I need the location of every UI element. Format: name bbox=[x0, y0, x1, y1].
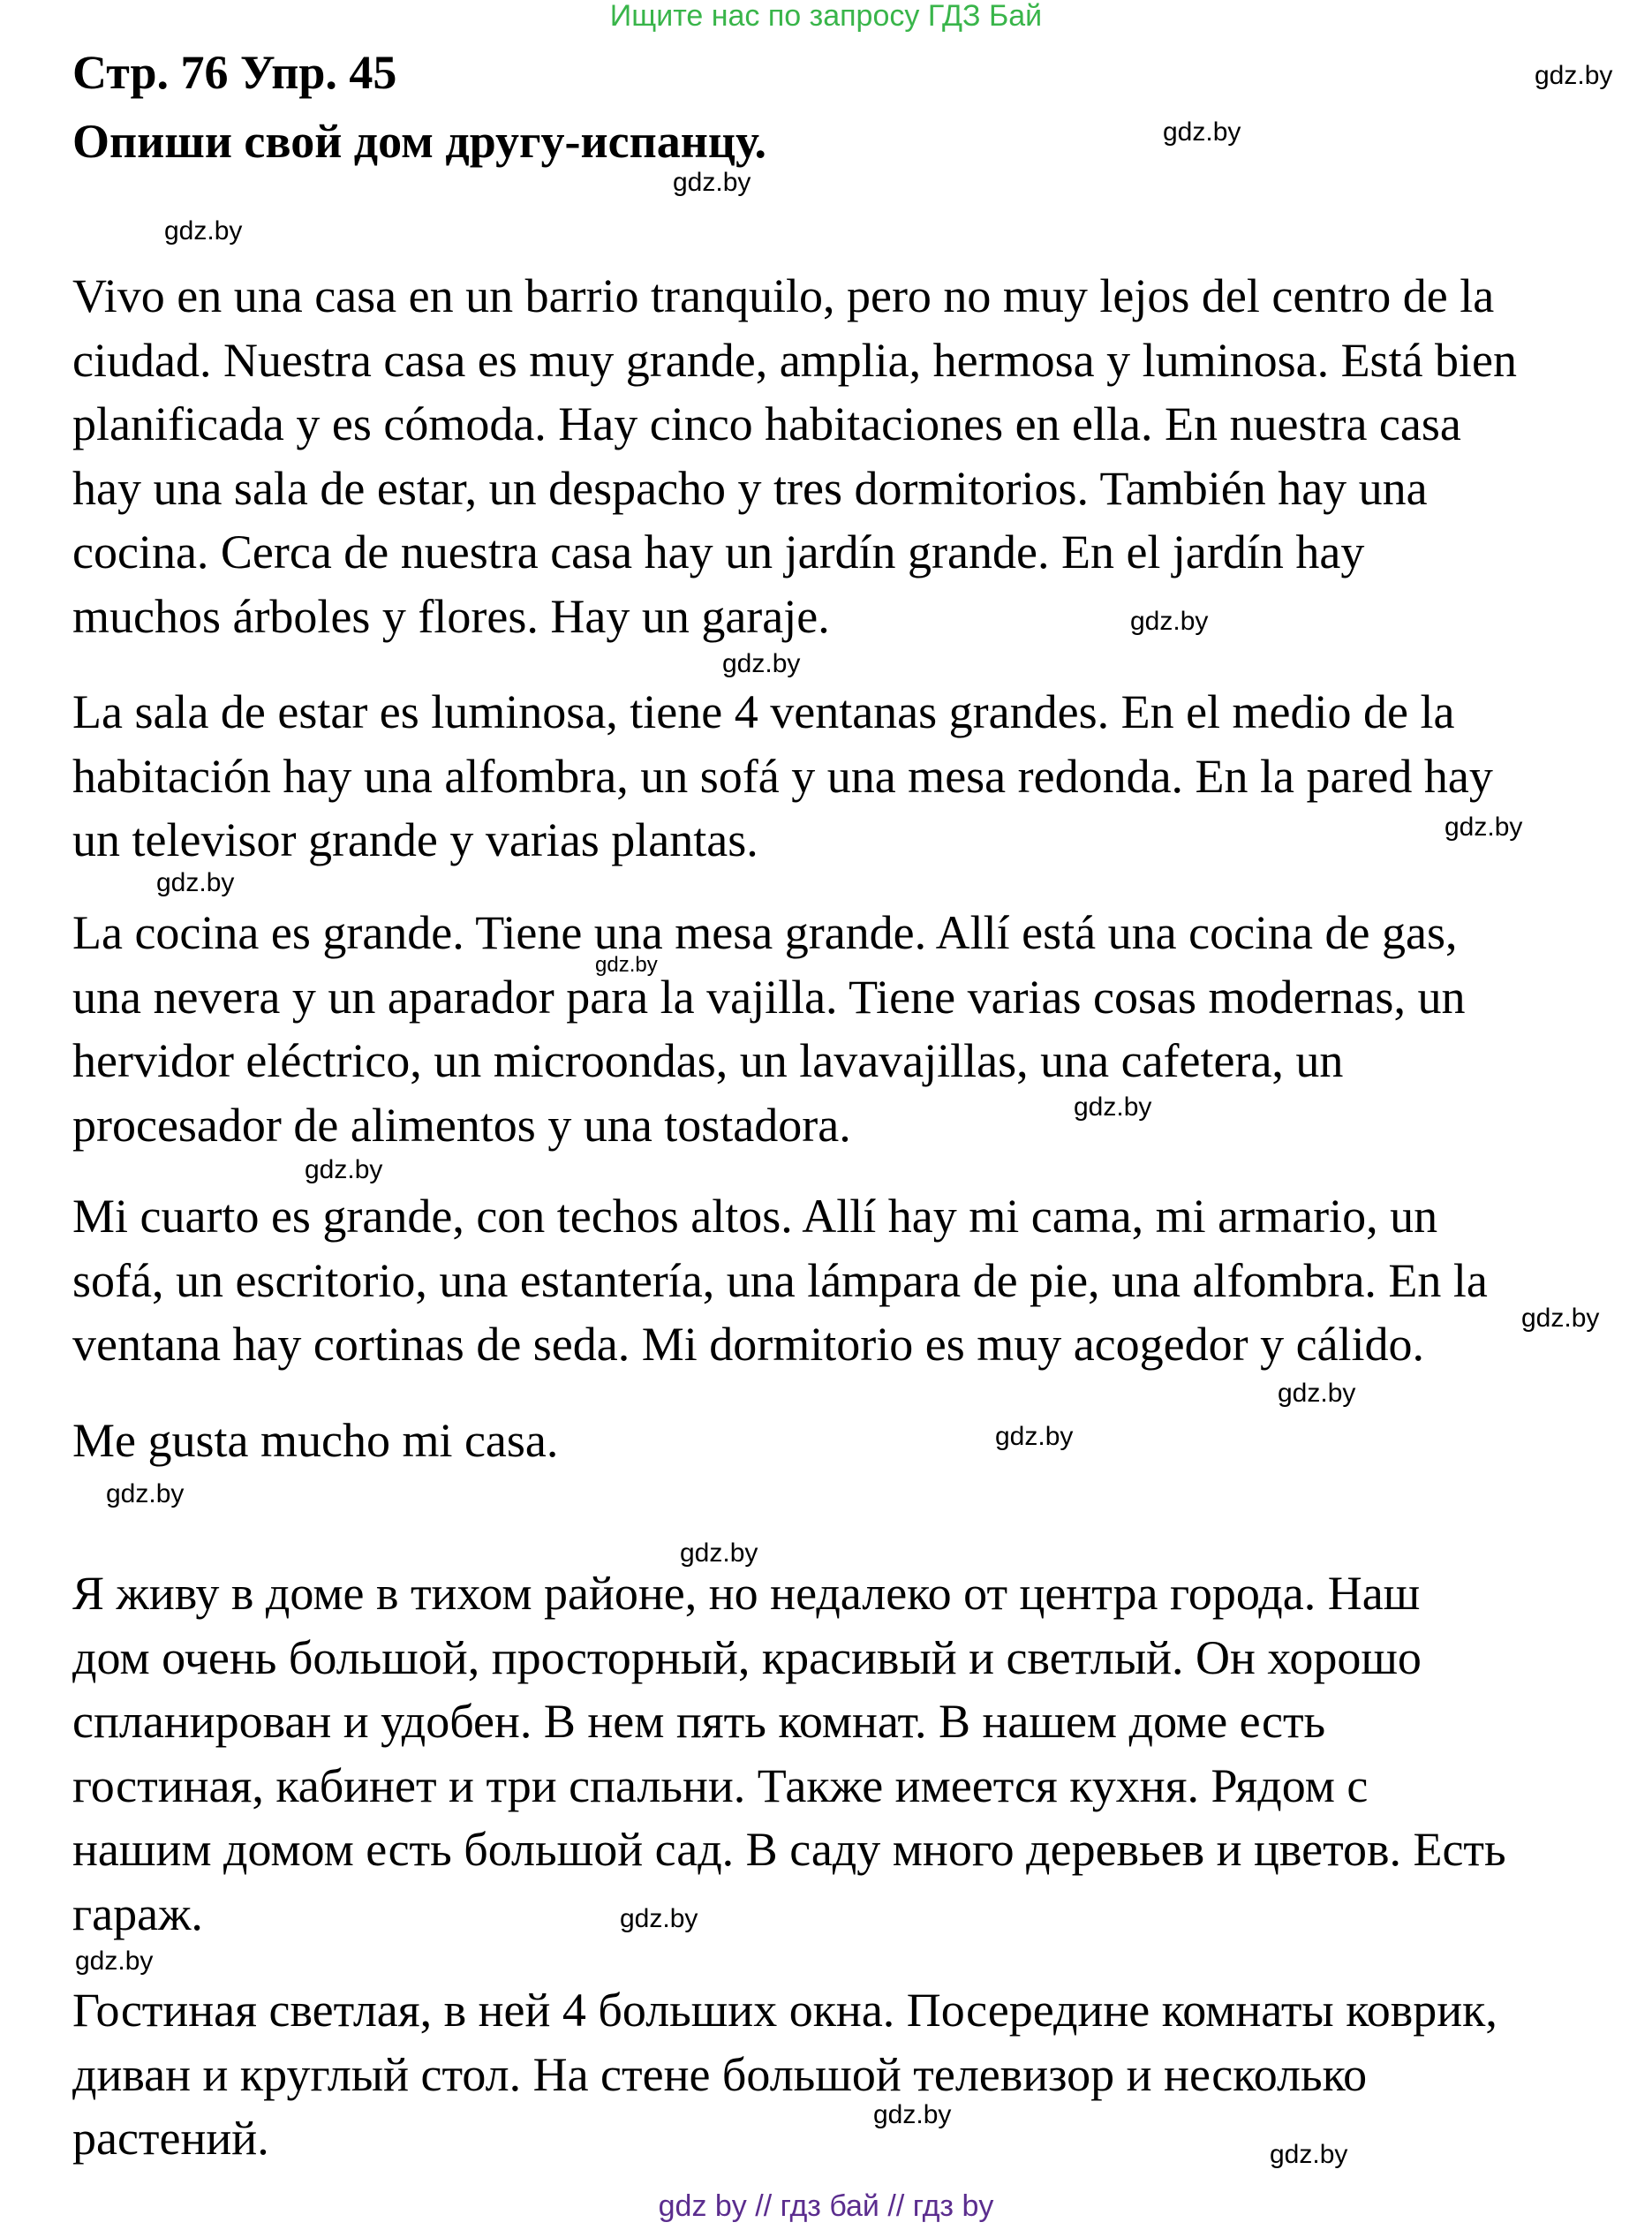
paragraph-spanish-bedroom: Mi cuarto es grande, con techos altos. Allí hay mi cama, mi armario, un sofá, un escritorio, una estantería, una lámpara de pie, una alfombra. En la ventana hay cortinas de seda. Mi dormitorio es muy acogedor y cálido. bbox=[72, 1190, 1488, 1371]
watermark: gdz.by bbox=[620, 1904, 698, 1933]
watermark: gdz.by bbox=[1130, 607, 1209, 636]
watermark: gdz.by bbox=[305, 1155, 383, 1184]
footer-links: gdz by // гдз бай // гдз by bbox=[658, 2189, 994, 2223]
watermark: gdz.by bbox=[75, 1947, 154, 1976]
paragraph-spanish-kitchen: La cocina es grande. Tiene una mesa grande. Allí está una cocina de gas, una nevera y un aparador para la vajilla. Tiene varias cosas modernas, un hervidor eléctrico, un microondas, un lavavajillas, una cafetera, un procesador de alimentos y una tostadora. bbox=[72, 906, 1466, 1152]
watermark: gdz.by bbox=[1535, 61, 1613, 90]
watermark: gdz.by bbox=[1074, 1092, 1152, 1122]
watermark: gdz.by bbox=[106, 1479, 185, 1508]
paragraph-russian-living-room: Гостиная светлая, в ней 4 больших окна. Посередине комнаты коврик, диван и круглый стол. На стене большой телевизор и несколько растений. bbox=[72, 1984, 1497, 2165]
watermark: gdz.by bbox=[1521, 1304, 1600, 1333]
watermark: gdz.by bbox=[673, 168, 751, 197]
watermark: gdz.by bbox=[164, 216, 243, 246]
watermark: gdz.by bbox=[1278, 1379, 1356, 1408]
watermark: gdz.by bbox=[1270, 2140, 1348, 2169]
watermark: gdz.by bbox=[156, 868, 235, 897]
paragraph-spanish-conclusion: Me gusta mucho mi casa. bbox=[72, 1414, 559, 1467]
task-heading: Опиши свой дом другу-испанцу. bbox=[72, 115, 767, 168]
watermark: gdz.by bbox=[1163, 117, 1241, 147]
watermark: gdz.by bbox=[1445, 813, 1523, 842]
paragraph-russian-house: Я живу в доме в тихом районе, но недалеко от центра города. Наш дом очень большой, просторный, красивый и светлый. Он хорошо спланирован и удобен. В нем пять комнат. В нашем доме есть гостиная, кабинет и три спальни. Также имеется кухня. Рядом с нашим домом есть большой сад. В саду много деревьев и цветов. Есть гараж. bbox=[72, 1567, 1506, 1940]
watermark: gdz.by bbox=[595, 953, 658, 977]
paragraph-spanish-living-room: La sala de estar es luminosa, tiene 4 ventanas grandes. En el medio de la habitación hay una alfombra, un sofá y una mesa redonda. En la pared hay un televisor grande y varias plantas. bbox=[72, 685, 1493, 866]
page-reference-heading: Стр. 76 Упр. 45 bbox=[72, 46, 397, 99]
site-banner: Ищите нас по запросу ГДЗ Бай bbox=[609, 0, 1043, 33]
paragraph-spanish-house: Vivo en una casa en un barrio tranquilo, pero no muy lejos del centro de la ciudad. Nuestra casa es muy grande, amplia, hermosa y luminosa. Está bien planificada y es cómoda. Hay cinco habitaciones en ella. En nuestra casa hay una sala de estar, un despacho y tres dormitorios. También hay una cocina. Cerca de nuestra casa hay un jardín grande. En el jardín hay muchos árboles y flores. Hay un garaje. bbox=[72, 269, 1518, 643]
watermark: gdz.by bbox=[722, 649, 801, 678]
watermark: gdz.by bbox=[680, 1538, 758, 1568]
watermark: gdz.by bbox=[873, 2100, 952, 2129]
watermark: gdz.by bbox=[995, 1422, 1074, 1451]
